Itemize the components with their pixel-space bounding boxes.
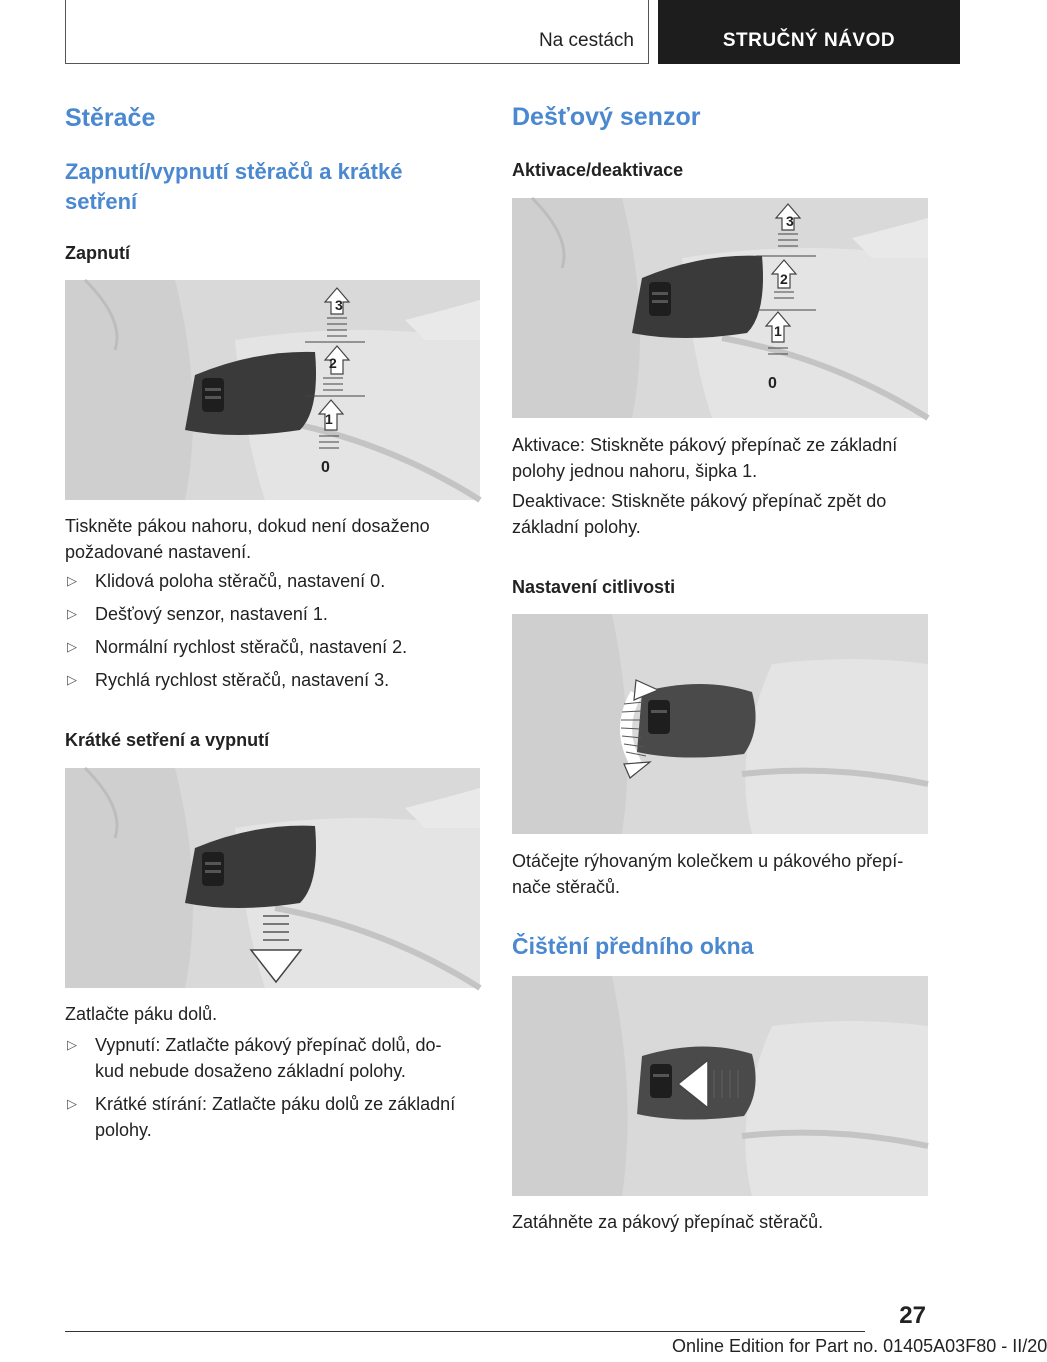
bullet-item: ▷ Vypnutí: Zatlačte pákový přepínač dolů, do- xyxy=(65,1032,442,1058)
triangle-bullet-icon: ▷ xyxy=(67,672,77,687)
bullet-item: ▷ Normální rychlost stěračů, nastavení 2. xyxy=(65,634,407,660)
fig1-label-0: 0 xyxy=(321,459,330,476)
page-number: 27 xyxy=(899,1302,926,1329)
header-chapter-box xyxy=(658,0,960,64)
header-section-box xyxy=(65,0,649,64)
figure-knurled-wheel xyxy=(512,614,928,834)
bullet-item: ▷ Klidová poloha stěračů, nastavení 0. xyxy=(65,568,385,594)
para-activation-line1: Aktivace: Stiskněte pákový přepínač ze základní xyxy=(512,435,898,455)
heading-short-wipe: Krátké setření a vypnutí xyxy=(65,730,270,750)
para-push-up-line1: Tiskněte pákou nahoru, dokud není dosaženo xyxy=(65,516,430,536)
heading-activation: Aktivace/deaktivace xyxy=(512,160,684,180)
para-deactivation-line2: základní polohy. xyxy=(512,517,641,537)
triangle-bullet-icon: ▷ xyxy=(67,1096,77,1111)
fig1-label-1: 1 xyxy=(325,411,333,427)
fig3-label-2: 2 xyxy=(780,271,788,287)
fig1-label-3: 3 xyxy=(335,297,343,313)
section-title-windshield-cleaning: Čištění předního okna xyxy=(512,933,754,959)
footer-edition: Online Edition for Part no. 01405A03F80 - II/20 xyxy=(672,1336,1047,1356)
triangle-bullet-icon: ▷ xyxy=(67,573,77,588)
para-push-down: Zatlačte páku dolů. xyxy=(65,1004,218,1024)
figure-rain-sensor-positions xyxy=(512,198,928,418)
bullet-item: ▷ Rychlá rychlost stěračů, nastavení 3. xyxy=(65,667,389,693)
para-deactivation-line1: Deaktivace: Stiskněte pákový přepínač zpět do xyxy=(512,491,887,511)
bullet-item: ▷ Krátké stírání: Zatlačte páku dolů ze základní xyxy=(65,1091,455,1117)
figure-stalk-down xyxy=(65,768,480,988)
fig1-label-2: 2 xyxy=(329,355,337,371)
bullet-item: ▷ Dešťový senzor, nastavení 1. xyxy=(65,601,328,627)
para-sensitivity-line2: nače stěračů. xyxy=(512,877,621,897)
fig3-label-3: 3 xyxy=(786,213,794,229)
subtitle-line1: Zapnutí/vypnutí stěračů a krátké xyxy=(65,159,403,184)
figure-stalk-positions xyxy=(65,280,480,500)
footer-divider xyxy=(65,1331,865,1332)
triangle-bullet-icon: ▷ xyxy=(67,639,77,654)
heading-zapnuti: Zapnutí xyxy=(65,243,130,263)
para-activation-line2: polohy jednou nahoru, šipka 1. xyxy=(512,461,758,481)
para-push-up-line2: požadované nastavení. xyxy=(65,542,252,562)
heading-sensitivity: Nastavení citlivosti xyxy=(512,577,676,597)
subtitle-line2: setření xyxy=(65,189,138,214)
section-title-rain-sensor: Dešťový senzor xyxy=(512,103,701,131)
figure-pull-stalk xyxy=(512,976,928,1196)
triangle-bullet-icon: ▷ xyxy=(67,606,77,621)
fig3-label-1: 1 xyxy=(774,323,782,339)
para-pull-stalk: Zatáhněte za pákový přepínač stěračů. xyxy=(512,1212,824,1232)
bullet-continuation: polohy. xyxy=(95,1120,152,1140)
para-sensitivity-line1: Otáčejte rýhovaným kolečkem u pákového přepí- xyxy=(512,851,904,871)
section-title-wipers: Stěrače xyxy=(65,104,156,132)
fig3-label-0: 0 xyxy=(768,375,777,392)
header-chapter-title: STRUČNÝ NÁVOD xyxy=(722,30,896,51)
header-section-title: Na cestách xyxy=(538,30,634,51)
triangle-bullet-icon: ▷ xyxy=(67,1037,77,1052)
bullet-continuation: kud nebude dosaženo základní polohy. xyxy=(95,1061,406,1081)
